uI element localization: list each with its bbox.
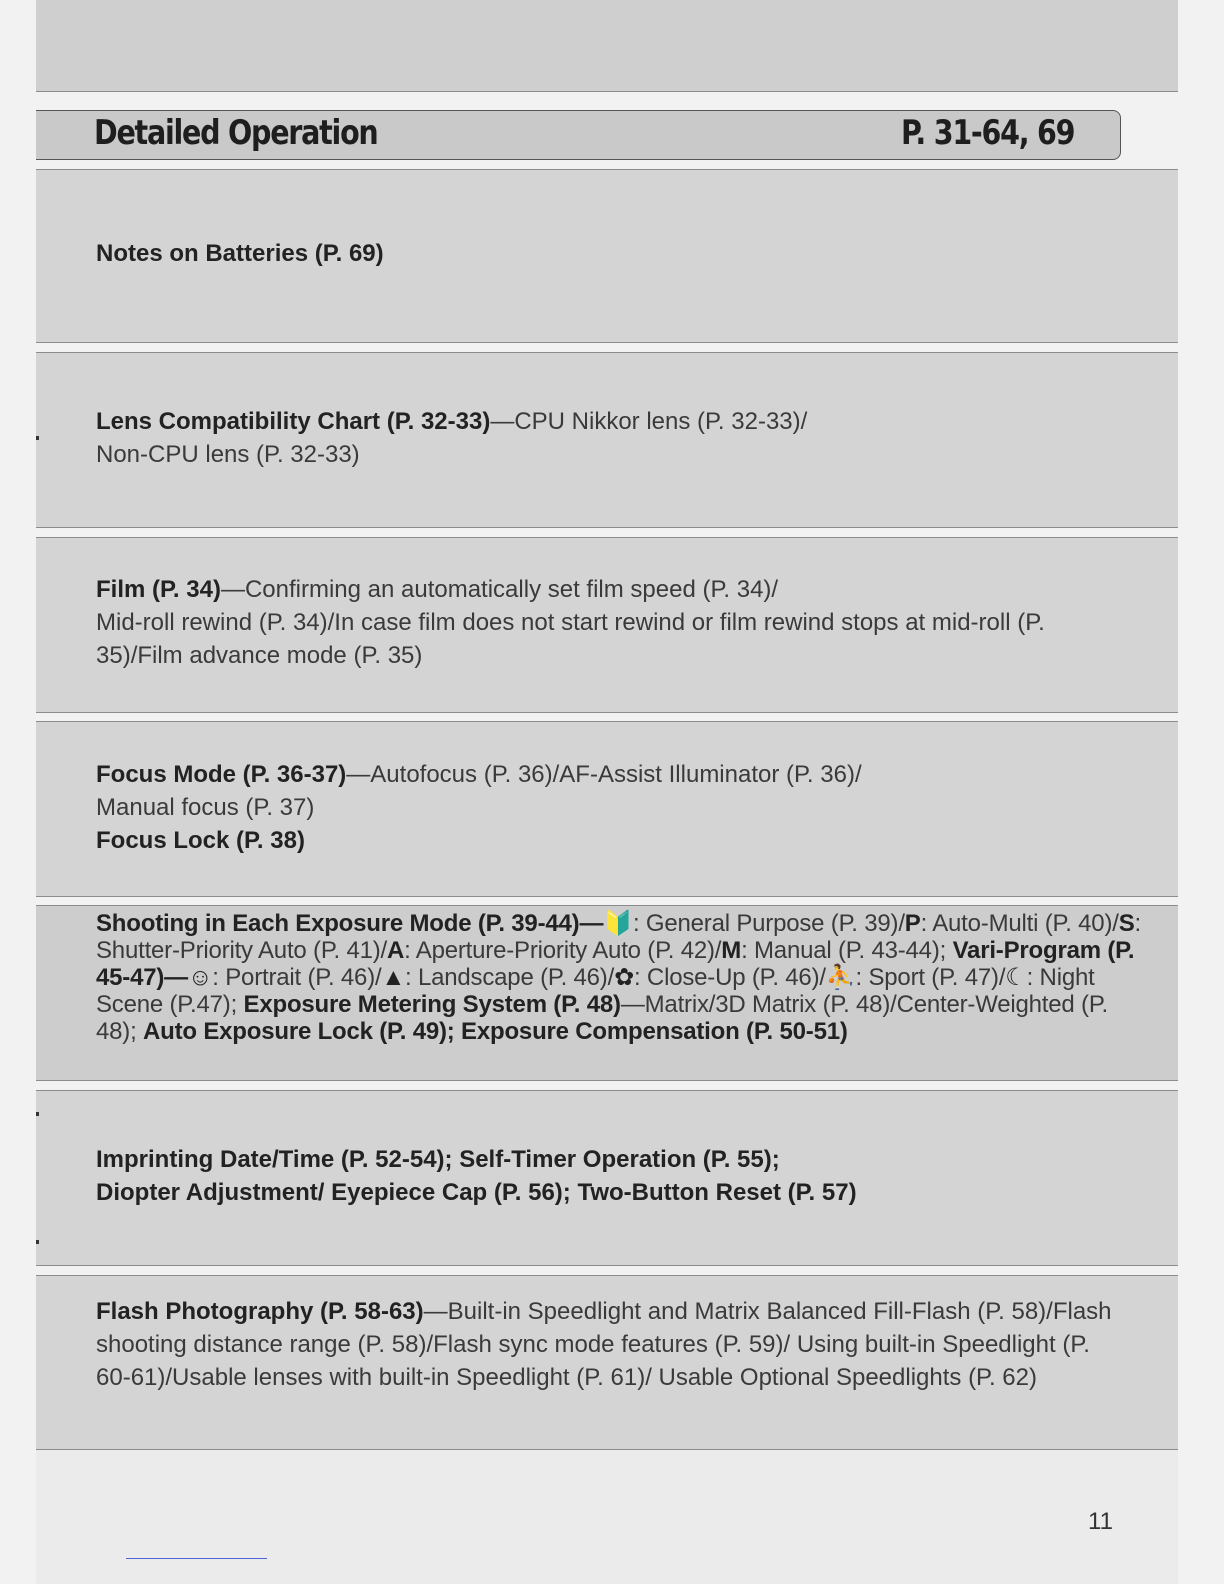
section-batteries [36, 170, 1178, 342]
closeup-icon: ✿ [614, 964, 634, 991]
aperture-mode-label: A [387, 937, 405, 964]
page-number: 11 [1088, 1508, 1113, 1535]
page-title: Detailed Operation [94, 113, 378, 153]
section-body [96, 237, 1138, 270]
auto-mode-icon: 🔰 [603, 910, 633, 937]
section-film [36, 538, 1178, 712]
page-range: P. 31-64, 69 [900, 113, 1074, 153]
section-body: Flash Photography (P. 58-63)—Built-in Speedlight and Matrix Balanced Fill-Flash (P. 58)/Flash shooting distance range (P. 58)/Flash sync mode features (P. 59)/ Using built-in Speedlight (P. 60-61)/Usable lenses with built-in Speedlight (P. 61)/ Usable Optional Speedlights (P. 62) [96, 1298, 1112, 1391]
section-lens [36, 353, 1178, 527]
section-title: Film (P. 34) [96, 576, 221, 603]
section-title: Flash Photography (P. 58-63) [96, 1298, 424, 1325]
section-exposure [36, 906, 1178, 1080]
divider [36, 712, 1178, 713]
section-body [96, 1143, 1138, 1209]
section-body: Shooting in Each Exposure Mode (P. 39-44)—🔰: General Purpose (P. 39)/P: Auto-Multi (P. 40)/S: Shutter-Priority Auto (P. 41)/A: Aperture-Priority Auto (P. 42)/M: Manual (P. 43-44); Vari-Program (P. 45-47)—☺: Portrait (P. 46)/▲: Landscape (P. 46)/✿: Close-Up (P. 46)/⛹: Sport (P. 47)/☾: Night Scene (P.47); Exposure Metering System (P. 48)—Matrix/3D Matrix (P. 48)/Center-Weighted (P. 48); Auto Exposure Lock (P. 49); Exposure Compensation (P. 50-51) [96, 910, 1141, 1045]
section-title: Focus Mode (P. 36-37) [96, 761, 347, 788]
landscape-icon: ▲ [381, 964, 406, 991]
section-title: Imprinting Date/Time (P. 52-54); Self-Timer Operation (P. 55); [96, 1146, 780, 1173]
section-subtitle: Focus Lock (P. 38) [96, 827, 305, 854]
section-body: Lens Compatibility Chart (P. 32-33)—CPU Nikkor lens (P. 32-33)/ Non-CPU lens (P. 32-33) [96, 408, 808, 468]
top-band [36, 0, 1178, 91]
section-subtitle: Vari-Program (P. 45-47)— [96, 937, 1135, 991]
section-subtitle: Exposure Metering System (P. 48) [243, 991, 621, 1018]
divider [36, 896, 1178, 897]
section-focus [36, 722, 1178, 896]
night-scene-icon: ☾ [1005, 964, 1027, 991]
section-title: Lens Compatibility Chart (P. 32-33) [96, 408, 491, 435]
section-body: Focus Mode (P. 36-37)—Autofocus (P. 36)/AF-Assist Illuminator (P. 36)/ Manual focus (P. 37) Focus Lock (P. 38) [96, 761, 862, 854]
section-header [36, 110, 1121, 160]
section-title: Notes on Batteries (P. 69) [96, 240, 384, 267]
section-subtitle: Auto Exposure Lock (P. 49); Exposure Compensation (P. 50-51) [143, 1018, 848, 1045]
bottom-band [36, 1450, 1178, 1584]
link-underline [126, 1558, 267, 1559]
section-title: Diopter Adjustment/ Eyepiece Cap (P. 56); Two-Button Reset (P. 57) [96, 1179, 857, 1206]
portrait-icon: ☺ [187, 964, 213, 991]
sport-icon: ⛹ [825, 964, 856, 991]
section-misc [36, 1091, 1178, 1265]
divider [36, 527, 1178, 528]
program-mode-label: P [904, 910, 921, 937]
scan-mark [36, 1112, 39, 1116]
shutter-mode-label: S [1118, 910, 1135, 937]
divider [36, 1080, 1178, 1081]
scan-mark [36, 436, 39, 440]
section-body: Film (P. 34)—Confirming an automatically set film speed (P. 34)/ Mid-roll rewind (P. 34)/In case film does not start rewind or film rewind stops at mid-roll (P. 35)/Film advance mode (P. 35) [96, 576, 1045, 669]
section-title: Shooting in Each Exposure Mode (P. 39-44)— [96, 910, 604, 937]
manual-mode-label: M [721, 937, 742, 964]
scan-mark [36, 1240, 39, 1244]
divider [36, 342, 1178, 343]
divider [36, 1265, 1178, 1266]
section-flash [36, 1276, 1178, 1450]
divider [36, 91, 1178, 92]
